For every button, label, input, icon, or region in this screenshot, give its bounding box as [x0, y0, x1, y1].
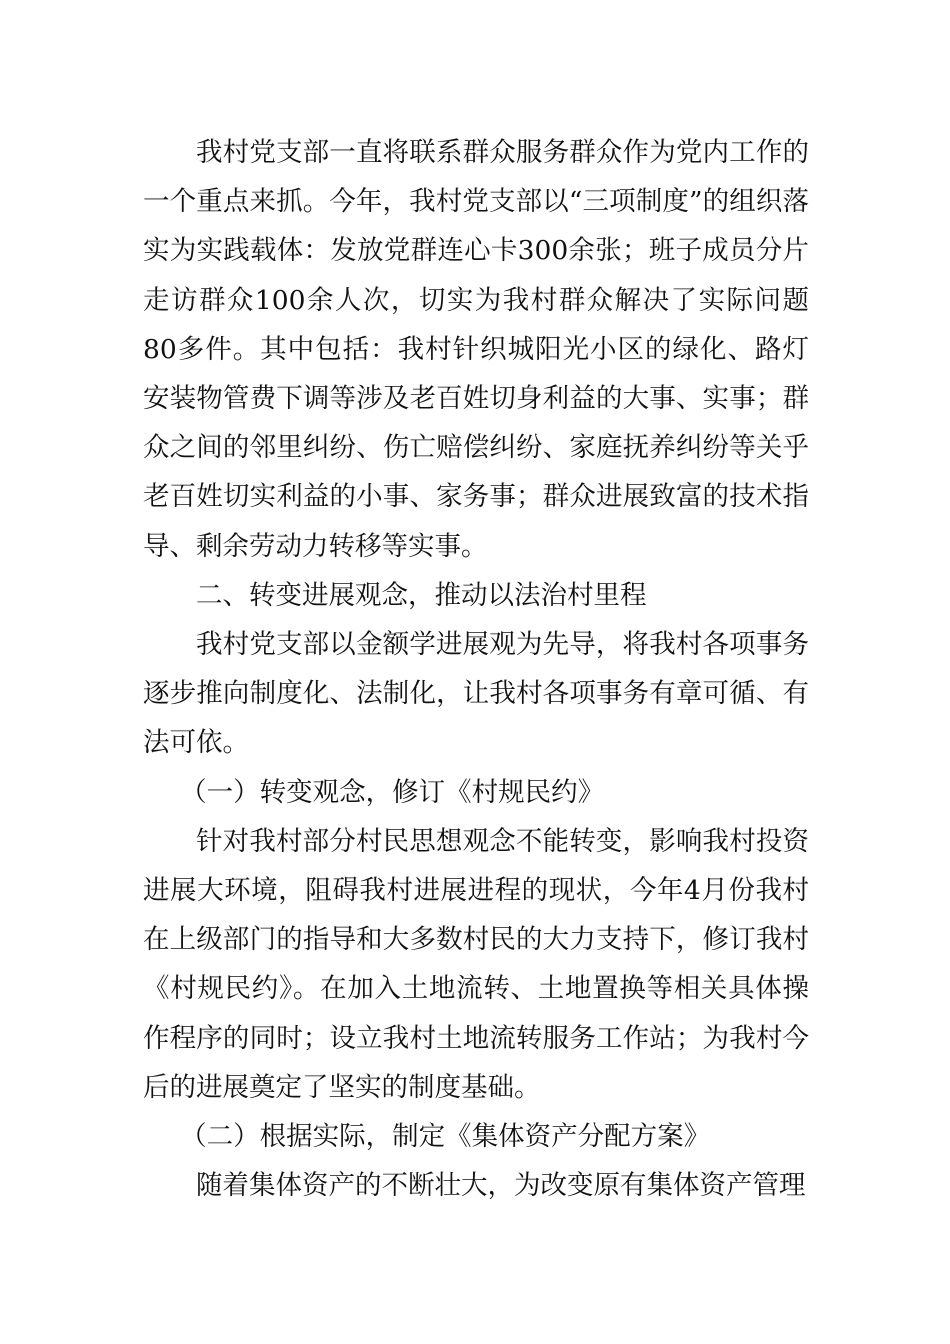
paragraph-party-branch-work: 我村党支部一直将联系群众服务群众作为党内工作的一个重点来抓。今年，我村党支部以“三项制度”的组织落实为实践载体：发放党群连心卡300余张；班子成员分片走访群众100余人次，切实为我村群众解决了实际问题80多件。其中包括：我村针织城阳光小区的绿化、路灯安装物管费下调等涉及老百姓切身利益的大事、实事；群众之间的邻里纠纷、伤亡赔偿纠纷、家庭抚养纠纷等关乎老百姓切实利益的小事、家务事；群众进展致富的技术指导、剩余劳动力转移等实事。 [143, 137, 809, 562]
paragraph-rule-of-law: 我村党支部以金额学进展观为先导，将我村各项事务逐步推向制度化、法制化，让我村各项事务有章可循、有法可依。 [143, 629, 809, 759]
subheading-village-rules: （一）转变观念，修订《村规民约》 [180, 776, 605, 808]
paragraph-village-rules: 针对我村部分村民思想观念不能转变，影响我村投资进展大环境，阻碍我村进展进程的现状，今年4月份我村在上级部门的指导和大多数村民的大力支持下，修订我村《村规民约》。在加入土地流转、土地置换等相关具体操作程序的同时；设立我村土地流转服务工作站；为我村今后的进展奠定了坚实的制度基础。 [143, 825, 809, 1103]
section-heading-rule-of-law: 二、转变进展观念，推动以法治村里程 [196, 579, 647, 611]
subheading-asset-distribution: （二）根据实际，制定《集体资产分配方案》 [180, 1121, 711, 1153]
paragraph-asset-distribution: 随着集体资产的不断壮大，为改变原有集体资产管理 [196, 1170, 806, 1202]
document-body [143, 128, 809, 1210]
